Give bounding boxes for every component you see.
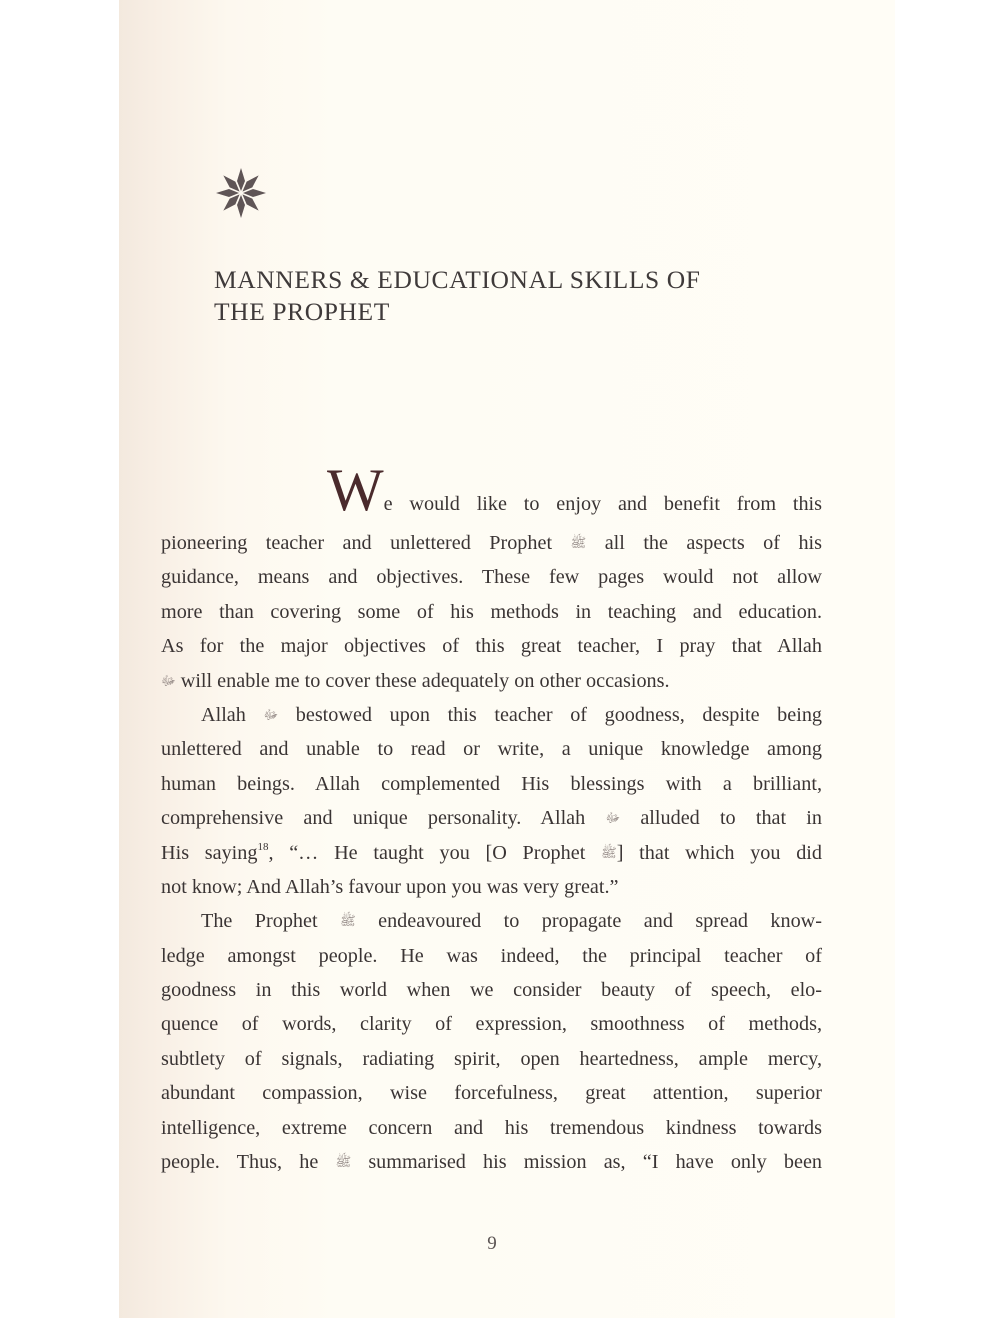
text-line: The Prophet ﷺ endeavoured to propagate and spread know- [161,904,822,938]
prophet-honorific-icon: ﷺ [335,1154,352,1170]
text-line: unlettered and unable to read or write, a unique knowledge among [161,738,822,761]
flower-ornament-icon [214,166,268,220]
paragraph-3 [161,904,822,1179]
chapter-title-line-2: THE PROPHET [214,297,390,326]
ornament-petal [243,189,266,197]
text-line: intelligence, extreme concern and his tremendous kindness towards [161,1116,822,1139]
text-line: subtlety of signals, radiating spirit, open heartedness, ample mercy, [161,1047,822,1070]
text-line: pioneering teacher and unlettered Prophet ﷺ all the aspects of his [161,526,822,560]
page-number: 9 [487,1233,497,1254]
text-line: ledge amongst people. He was indeed, the principal teacher of [161,944,822,967]
first-line-text: e would like to enjoy and benefit from this [383,493,822,515]
prophet-honorific-icon: ﷺ [601,844,617,860]
text-line: not know; And Allah’s favour upon you was very great.” [161,875,619,898]
paragraph-2 [161,698,822,904]
text-line: Allah ﷻ bestowed upon this teacher of goodness, despite being [161,698,822,732]
body-text [161,457,823,1179]
prophet-honorific-icon: ﷺ [570,535,587,550]
text-line: guidance, means and objectives. These few pages would not allow [161,566,822,589]
text-line [161,457,822,526]
allah-honorific-icon: ﷻ [605,810,621,826]
text-line: human beings. Allah complemented His blessings with a brilliant, [161,772,822,795]
drop-cap: W [327,457,384,523]
text-line: His saying$^{18}$, “… He taught you [O Prophet ﷺ] that which you did [161,836,822,870]
footnote-reference[interactable]: 18 [257,840,269,853]
ornament-petal [237,168,245,191]
text-line: quence of words, clarity of expression, smoothness of methods, [161,1013,822,1036]
chapter-title [214,264,814,328]
ornament-petal [216,189,239,197]
text-line: As for the major objectives of this great teacher, I pray that Allah [161,635,822,658]
text-line: abundant compassion, wise forcefulness, great attention, superior [161,1082,822,1105]
text-line: ﷻ will enable me to cover these adequately on other occasions. [161,664,822,698]
allah-honorific-icon: ﷻ [161,672,176,688]
text-line: more than covering some of his methods in teaching and education. [161,600,822,623]
text-line: goodness in this world when we consider beauty of speech, elo- [161,979,822,1002]
text-line: people. Thus, he ﷺ summarised his mission as, “I have only been [161,1145,822,1179]
ornament-petal [237,195,245,218]
paragraph-1 [161,457,822,698]
allah-honorific-icon: ﷻ [263,706,279,722]
prophet-honorific-icon: ﷺ [340,913,356,929]
chapter-title-line-1: MANNERS & EDUCATIONAL SKILLS OF [214,265,701,294]
text-line: comprehensive and unique personality. Allah ﷻ alluded to that in [161,801,822,835]
